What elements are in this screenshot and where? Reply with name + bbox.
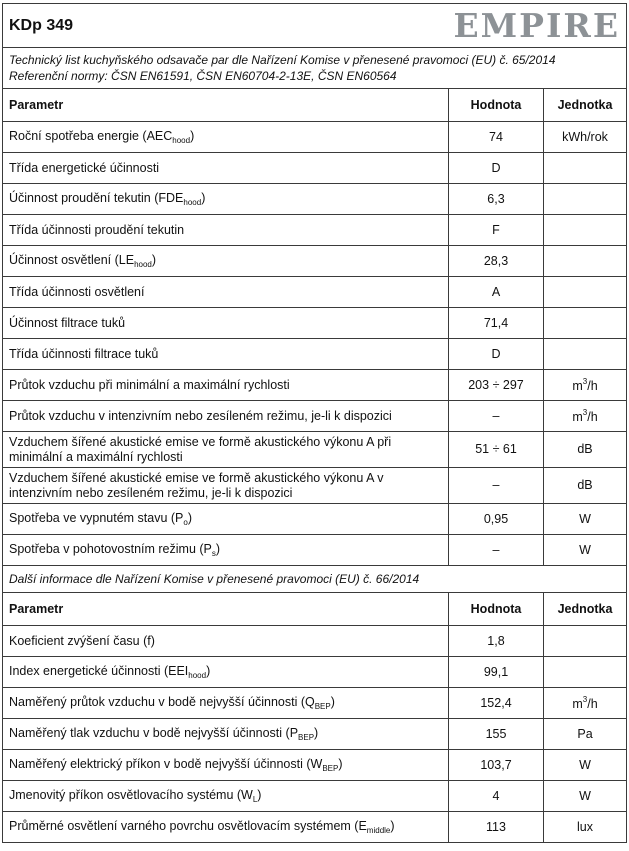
- table2-param-cell: [3, 812, 449, 843]
- table1-value-cell: –: [449, 401, 544, 432]
- table2-value-cell: 155: [449, 719, 544, 750]
- table1-value-cell: 74: [449, 122, 544, 153]
- table1-value-cell: –: [449, 535, 544, 566]
- table1-unit-cell: [544, 401, 627, 432]
- table1-param-label: Třída účinnosti proudění tekutin: [9, 223, 185, 237]
- table2-value-cell: 103,7: [449, 750, 544, 781]
- table1-param-subscript: s: [211, 549, 216, 558]
- table1-param-cell: [3, 308, 449, 339]
- spec-sheet: [2, 3, 626, 843]
- table1-row: [3, 215, 627, 246]
- table2-row: [3, 688, 627, 719]
- table1-param-label: Účinnost filtrace tuků: [9, 316, 126, 330]
- table1-param-label: Účinnost osvětlení (LE: [9, 253, 135, 267]
- table1-header-param: Parametr: [3, 89, 449, 122]
- table2-row: [3, 626, 627, 657]
- table2-value-cell: 1,8: [449, 626, 544, 657]
- table1-param-tail: ): [187, 511, 193, 525]
- intro-cell: [3, 48, 627, 89]
- table1-param-label: Průtok vzduchu v intenzivním nebo zesíleném režimu, je-li k dispozici: [9, 409, 392, 423]
- table1-param-cell: [3, 277, 449, 308]
- table1-row: [3, 432, 627, 468]
- table1-unit-tail: /h: [587, 410, 598, 424]
- table1-row: [3, 401, 627, 432]
- table2-param-cell: [3, 750, 449, 781]
- table1-value-cell: 6,3: [449, 184, 544, 215]
- intro-row: [3, 48, 627, 89]
- table1-param-subscript: hood: [183, 198, 202, 207]
- table1-param-subscript: hood: [172, 136, 191, 145]
- brand-logo: EMPIRE: [453, 6, 621, 45]
- table1-param-label: Spotřeba ve vypnutém stavu (P: [9, 511, 184, 525]
- table1-unit-cell: [544, 277, 627, 308]
- table2-row: [3, 812, 627, 843]
- table1-param-label: Roční spotřeba energie (AEC: [9, 129, 173, 143]
- table2-param-cell: [3, 781, 449, 812]
- table2-param-label: Koeficient zvýšení času (f): [9, 634, 155, 648]
- table2-row: [3, 657, 627, 688]
- table1-value-cell: D: [449, 339, 544, 370]
- table1-unit-tail: /h: [587, 379, 598, 393]
- table1-row: [3, 153, 627, 184]
- table1-param-cell: [3, 153, 449, 184]
- table1-unit-cell: [544, 215, 627, 246]
- table1-param-label: Vzduchem šířené akustické emise ve formě akustického výkonu A při minimální a maximální rychlosti: [9, 434, 392, 464]
- table2-header-row: [3, 593, 627, 626]
- table2-row: [3, 719, 627, 750]
- table1-row: [3, 339, 627, 370]
- table2-param-label: Naměřený elektrický příkon v bodě nejvyšší účinnosti (W: [9, 757, 323, 771]
- table1-value-cell: 51 ÷ 61: [449, 432, 544, 468]
- table1-value-cell: –: [449, 468, 544, 504]
- table1-unit-base: m: [572, 410, 583, 424]
- table1-param-label: Vzduchem šířené akustické emise ve formě akustického výkonu A v intenzivním nebo zesíleném režimu, je-li k dispozici: [9, 470, 384, 500]
- table1-param-label: Spotřeba v pohotovostním režimu (P: [9, 542, 212, 556]
- table2-param-label: Průměrné osvětlení varného povrchu osvětlovacím systémem (E: [9, 819, 367, 833]
- table1-row: [3, 535, 627, 566]
- middle-note-cell: Další informace dle Nařízení Komise v přenesené pravomoci (EU) č. 66/2014: [3, 566, 627, 593]
- table2-param-label: Naměřený tlak vzduchu v bodě nejvyšší účinnosti (P: [9, 726, 299, 740]
- table1-unit-cell: [544, 246, 627, 277]
- table2-value-cell: 152,4: [449, 688, 544, 719]
- table2-param-cell: [3, 626, 449, 657]
- table1-param-cell: [3, 339, 449, 370]
- table2-param-tail: ): [314, 726, 319, 740]
- table2-param-label: Index energetické účinnosti (EEI: [9, 664, 189, 678]
- intro-line-1: Technický list kuchyňského odsavače par dle Nařízení Komise v přenesené pravomoci (EU) č. 65/2014: [9, 53, 556, 67]
- table2-unit-cell: lux: [544, 812, 627, 843]
- table1-unit-cell: W: [544, 535, 627, 566]
- table1-param-cell: [3, 122, 449, 153]
- table2-unit-tail: /h: [587, 697, 598, 711]
- table2-unit-cell: [544, 657, 627, 688]
- table2-param-cell: [3, 657, 449, 688]
- table1-header-value: Hodnota: [449, 89, 544, 122]
- table1-value-cell: 0,95: [449, 504, 544, 535]
- table1-param-tail: ): [201, 191, 206, 205]
- table1-header-row: [3, 89, 627, 122]
- table1-value-cell: 203 ÷ 297: [449, 370, 544, 401]
- table2-value-cell: 113: [449, 812, 544, 843]
- table1-value-cell: F: [449, 215, 544, 246]
- table1-param-cell: [3, 432, 449, 468]
- table1-param-cell: [3, 184, 449, 215]
- table1-param-cell: [3, 535, 449, 566]
- table1-row: [3, 184, 627, 215]
- table2-header-unit: Jednotka: [544, 593, 627, 626]
- table1-param-label: Třída účinnosti filtrace tuků: [9, 347, 159, 361]
- table1-row: [3, 370, 627, 401]
- table1-unit-base: m: [572, 379, 583, 393]
- table1-unit-cell: dB: [544, 468, 627, 504]
- table1-param-label: Třída energetické účinnosti: [9, 161, 160, 175]
- table1-unit-cell: [544, 370, 627, 401]
- table1-value-cell: 28,3: [449, 246, 544, 277]
- table1-param-cell: [3, 504, 449, 535]
- table2-unit-cell: [544, 688, 627, 719]
- table1-param-cell: [3, 370, 449, 401]
- table1-row: [3, 122, 627, 153]
- table2-value-cell: 4: [449, 781, 544, 812]
- table2-header-param: Parametr: [3, 593, 449, 626]
- table1-value-cell: 71,4: [449, 308, 544, 339]
- table2-param-subscript: BEP: [298, 733, 315, 742]
- table1-row: [3, 246, 627, 277]
- table1-row: [3, 504, 627, 535]
- table1-row: [3, 468, 627, 504]
- table1-unit-cell: dB: [544, 432, 627, 468]
- table1-param-cell: [3, 246, 449, 277]
- table1-unit-cell: W: [544, 504, 627, 535]
- table2-param-tail: ): [338, 757, 343, 771]
- table1-param-cell: [3, 468, 449, 504]
- table1-unit-superscript: 3: [582, 408, 588, 417]
- table1-param-label: Průtok vzduchu při minimální a maximální rychlosti: [9, 378, 290, 392]
- table2-row: [3, 781, 627, 812]
- table1-unit-superscript: 3: [582, 377, 588, 386]
- table2-param-tail: ): [257, 788, 262, 802]
- table2-param-cell: [3, 688, 449, 719]
- table2-unit-cell: Pa: [544, 719, 627, 750]
- table2-param-label: Naměřený průtok vzduchu v bodě nejvyšší účinnosti (Q: [9, 695, 315, 709]
- table2-param-cell: [3, 719, 449, 750]
- table2-param-subscript: L: [252, 795, 258, 804]
- table1-param-cell: [3, 401, 449, 432]
- model-title: KDp 349: [9, 16, 74, 34]
- table1-unit-cell: [544, 308, 627, 339]
- table2-unit-cell: [544, 626, 627, 657]
- table2-param-tail: ): [206, 664, 211, 678]
- table1-unit-cell: [544, 153, 627, 184]
- header-cell: [3, 4, 627, 48]
- table2-unit-base: m: [572, 697, 583, 711]
- table2-param-subscript: hood: [188, 671, 207, 680]
- table2-param-subscript: BEP: [322, 764, 339, 773]
- table2-unit-superscript: 3: [582, 695, 588, 704]
- table1-unit-cell: [544, 339, 627, 370]
- middle-note-row: [3, 566, 627, 593]
- table2-unit-cell: W: [544, 750, 627, 781]
- table1-row: [3, 308, 627, 339]
- table1-param-subscript: hood: [134, 260, 152, 269]
- table1-param-cell: [3, 215, 449, 246]
- table2-unit-cell: W: [544, 781, 627, 812]
- table2-param-tail: ): [330, 695, 335, 709]
- table1-param-label: Účinnost proudění tekutin (FDE: [9, 191, 184, 205]
- table2-value-cell: 99,1: [449, 657, 544, 688]
- table1-value-cell: D: [449, 153, 544, 184]
- table1-param-tail: ): [215, 542, 221, 556]
- header-row: [3, 4, 627, 48]
- table2-param-subscript: BEP: [314, 702, 331, 711]
- table2-header-value: Hodnota: [449, 593, 544, 626]
- intro-line-2: Referenční normy: ČSN EN61591, ČSN EN60704-2-13E, ČSN EN60564: [9, 69, 397, 83]
- table1-row: [3, 277, 627, 308]
- table1-param-subscript: o: [183, 518, 188, 527]
- table1-value-cell: A: [449, 277, 544, 308]
- table1-param-label: Třída účinnosti osvětlení: [9, 285, 145, 299]
- table2-row: [3, 750, 627, 781]
- table1-unit-cell: [544, 184, 627, 215]
- table1-param-tail: ): [151, 253, 157, 267]
- table1-unit-cell: kWh/rok: [544, 122, 627, 153]
- table2-param-subscript: middle: [366, 826, 391, 835]
- spec-table: [2, 3, 627, 843]
- table2-param-label: Jmenovitý příkon osvětlovacího systému (W: [9, 788, 253, 802]
- table1-header-unit: Jednotka: [544, 89, 627, 122]
- table1-param-tail: ): [190, 129, 195, 143]
- table2-param-tail: ): [390, 819, 395, 833]
